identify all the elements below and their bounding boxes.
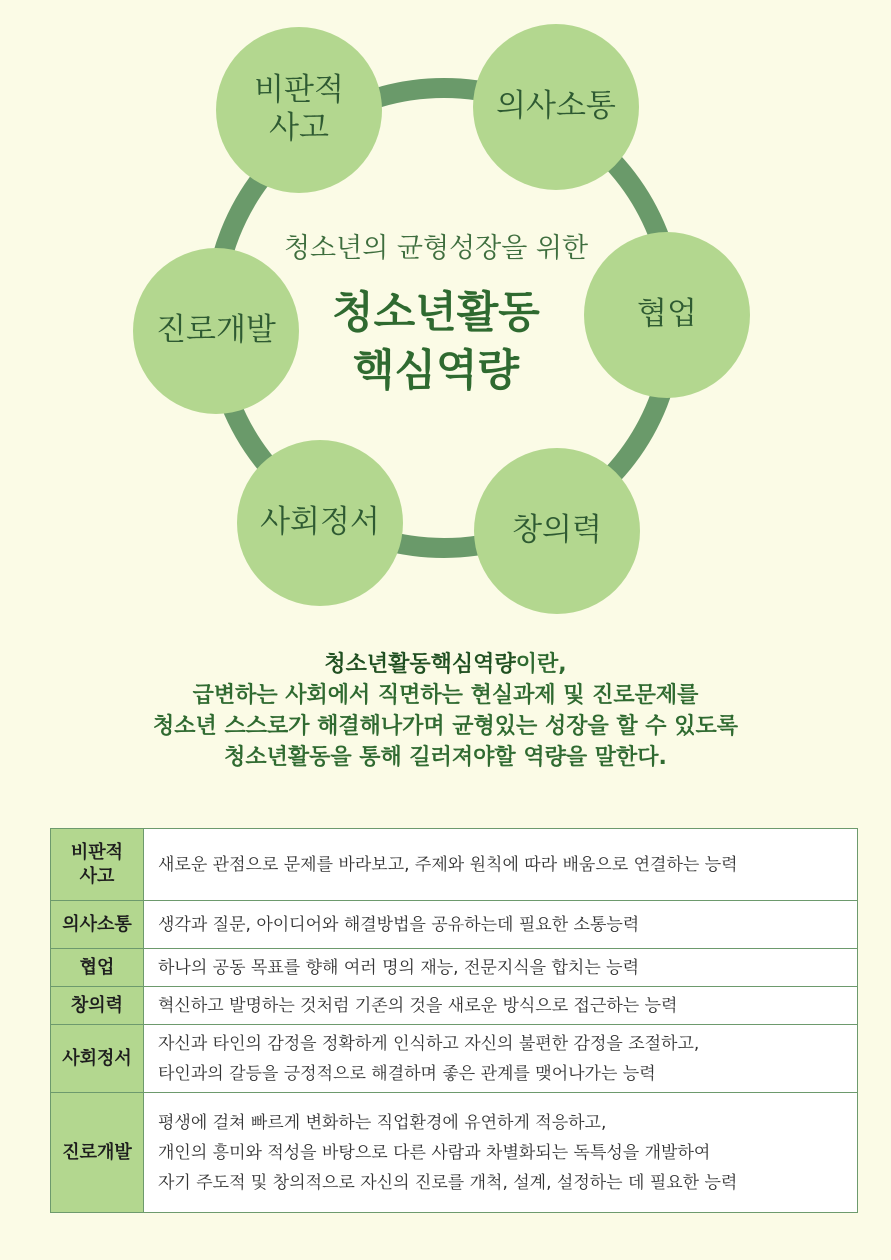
table-row: [51, 987, 858, 1025]
table-row: [51, 949, 858, 987]
term-cell: 의사소통: [51, 901, 144, 949]
term-cell: 비판적 사고: [51, 829, 144, 901]
description-line-2: 급변하는 사회에서 직면하는 현실과제 및 진로문제를: [192, 683, 699, 708]
definition-cell: 자신과 타인의 감정을 정확하게 인식하고 자신의 불편한 감정을 조절하고, 타인과의 갈등을 긍정적으로 해결하며 좋은 관계를 맺어나가는 능력: [144, 1025, 858, 1093]
description-line-1: [0, 649, 891, 680]
center-title: 청소년활동 핵심역량: [332, 288, 540, 397]
node-career-development: 진로개발: [133, 248, 299, 414]
node-social-emotional: 사회정서: [237, 440, 403, 606]
description-line-4: 청소년활동을 통해 길러져야할 역량을 말한다.: [224, 745, 667, 770]
term-cell: 사회정서: [51, 1025, 144, 1093]
node-communication: 의사소통: [473, 24, 639, 190]
definition-cell: 혁신하고 발명하는 것처럼 기존의 것을 새로운 방식으로 접근하는 능력: [144, 987, 858, 1025]
table-row: [51, 829, 858, 901]
table-row: [51, 1025, 858, 1093]
description-line-3: 청소년 스스로가 해결해나가며 균형있는 성장을 할 수 있도록: [153, 714, 738, 739]
competency-definition-table: [50, 828, 858, 1213]
node-creativity: 창의력: [474, 448, 640, 614]
node-collaboration: 협업: [584, 232, 750, 398]
term-cell: 진로개발: [51, 1093, 144, 1213]
table-row: [51, 901, 858, 949]
term-cell: 협업: [51, 949, 144, 987]
node-critical-thinking: 비판적 사고: [216, 27, 382, 193]
description-line-1-rest: 이란,: [515, 652, 567, 677]
center-subtitle: 청소년의 균형성장을 위한: [283, 233, 589, 264]
table-row: [51, 1093, 858, 1213]
description-highlight: 청소년활동핵심역량: [324, 652, 516, 677]
definition-cell: 하나의 공동 목표를 향해 여러 명의 재능, 전문지식을 합치는 능력: [144, 949, 858, 987]
definition-cell: 생각과 질문, 아이디어와 해결방법을 공유하는데 필요한 소통능력: [144, 901, 858, 949]
term-cell: 창의력: [51, 987, 144, 1025]
definition-cell: 평생에 걸쳐 빠르게 변화하는 직업환경에 유연하게 적응하고, 개인의 흥미와 적성을 바탕으로 다른 사람과 차별화되는 독특성을 개발하여 자기 주도적 및 창의적으로 자신의 진로를 개척, 설계, 설정하는 데 필요한 능력: [144, 1093, 858, 1213]
definition-cell: 새로운 관점으로 문제를 바라보고, 주제와 원칙에 따라 배움으로 연결하는 능력: [144, 829, 858, 901]
description-block: [0, 649, 891, 773]
